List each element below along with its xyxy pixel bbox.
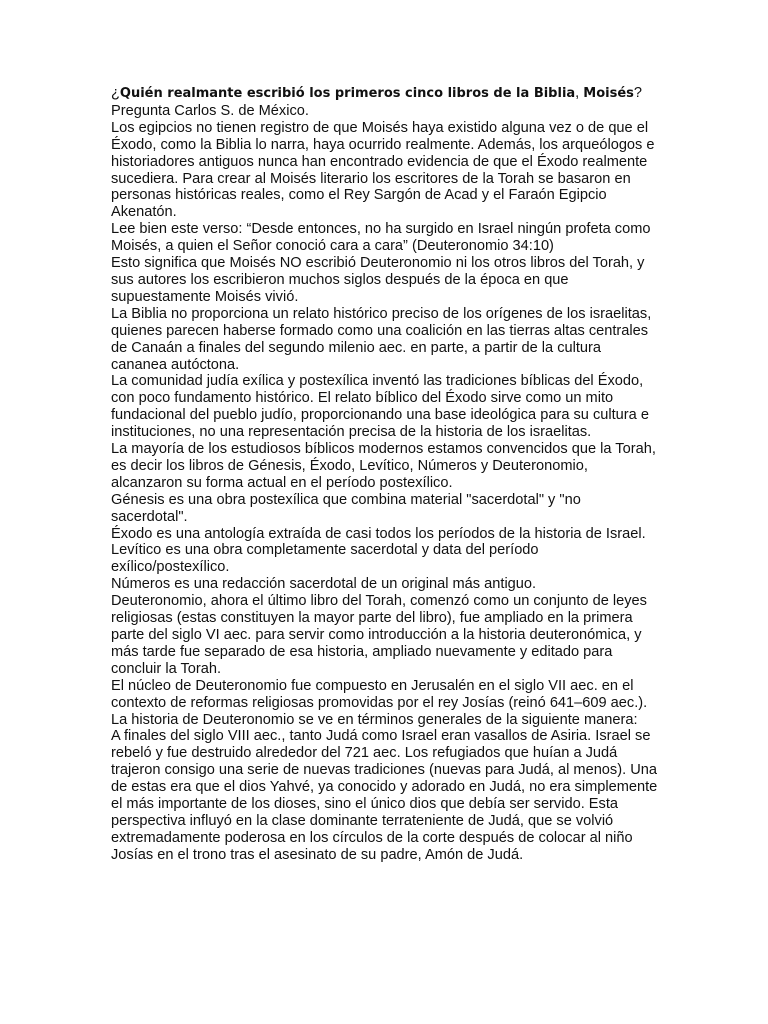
paragraph-leviticus: Levítico es una obra completamente sacerdotal y data del período exílico/postexílico. (111, 542, 539, 576)
document-title (111, 85, 661, 103)
paragraph-deuteronomy-core: El núcleo de Deuteronomio fue compuesto en Jerusalén en el siglo VII aec. en el contexto de reformas religiosas promovidas por el rey Josías (reinó 641–609 aec.). La historia de Deuteronomio se ve en términos generales de la siguiente manera: (111, 677, 648, 728)
paragraph-scholarly-consensus: La mayoría de los estudiosos bíblicos modernos estamos convencidos que la Torah, es decir los libros de Génesis, Éxodo, Levítico, Números y Deuteronomio, alcanzaron su forma actual en el período postexílico. (111, 441, 656, 491)
title-open-question-mark: ¿ (111, 85, 120, 101)
title-text: Quién realmante escribió los primeros cinco libros de la Biblia (119, 86, 576, 101)
paragraph-egyptian-records: Los egipcios no tienen registro de que Moisés haya existido alguna vez o de que el Éxodo, como la Biblia lo narra, haya ocurrido realmente. Además, los arqueólogos e historiadores antiguos nunca han encontrado evidencia de que el Éxodo realmente sucediera. Para crear al Moisés literario los escritores de la Torah se basaron en personas históricas reales, como el Rey Sargón de Acad y el Faraón Egipcio Akenatón. (111, 119, 655, 221)
paragraph-numbers: Números es una redacción sacerdotal de un original más antiguo. (111, 576, 537, 593)
title-separator: , (575, 85, 584, 101)
title-close-question-mark: ? (633, 85, 643, 101)
paragraph-verse-quote: Lee bien este verso: “Desde entonces, no ha surgido en Israel ningún profeta como Moisés, a quien el Señor conoció cara a cara” (Deuteronomio 34:10) (111, 221, 651, 255)
paragraph-history-judah: A finales del siglo VIII aec., tanto Judá como Israel eran vasallos de Asiria. Israel se rebeló y fue destruido alrededor del 721 aec. Los refugiados que huían a Judá trajeron consigo una serie de nuevas tradiciones (nuevas para Judá, al menos). Una de estas era que el dios Yahvé, ya conocido y adorado en Judá, no era simplemente el más importante de los dioses, sino el único dios que debía ser servido. Esta perspectiva influyó en la clase dominante terrateniente de Judá, que se volvió extremadamente poderosa en los círculos de la corte después de colocar al niño Josías en el trono tras el asesinato de su padre, Amón de Judá. (111, 728, 658, 863)
paragraph-exodus: Éxodo es una antología extraída de casi todos los períodos de la historia de Israel. (111, 525, 646, 542)
paragraph-deuteronomy: Deuteronomio, ahora el último libro del Torah, comenzó como un conjunto de leyes religiosas (estas constituyen la mayor parte del libro), fue ampliado en la primera parte del siglo VI aec. para servir como introducción a la historia deuteronómica, y más tarde fue separado de esa historia, ampliado nuevamente y editado para concluir la Torah. (111, 593, 647, 677)
document-body (111, 85, 661, 864)
paragraph-exodus-myth: La comunidad judía exílica y postexílica inventó las tradiciones bíblicas del Éxodo, con poco fundamento histórico. El relato bíblico del Éxodo sirve como un mito fundacional del pueblo judío, proporcionando una base ideológica para su cultura e instituciones, no una representación precisa de la historia de los israelitas. (111, 373, 649, 441)
paragraph-question-source: Pregunta Carlos S. de México. (111, 102, 309, 119)
paragraph-authorship: Esto significa que Moisés NO escribió Deuteronomio ni los otros libros del Torah, y sus autores los escribieron muchos siglos después de la época en que supuestamente Moisés vivió. (111, 255, 645, 305)
paragraph-genesis: Génesis es una obra postexílica que combina material "sacerdotal" y "no sacerdotal". (111, 491, 581, 525)
title-name: Moisés (583, 86, 634, 101)
paragraph-israelite-origins: La Biblia no proporciona un relato histórico preciso de los orígenes de los israelitas, quienes parecen haberse formado como una coalición en las tierras altas centrales de Canaán a finales del segundo milenio aec. en parte, a partir de la cultura cananea autóctona. (111, 305, 652, 373)
